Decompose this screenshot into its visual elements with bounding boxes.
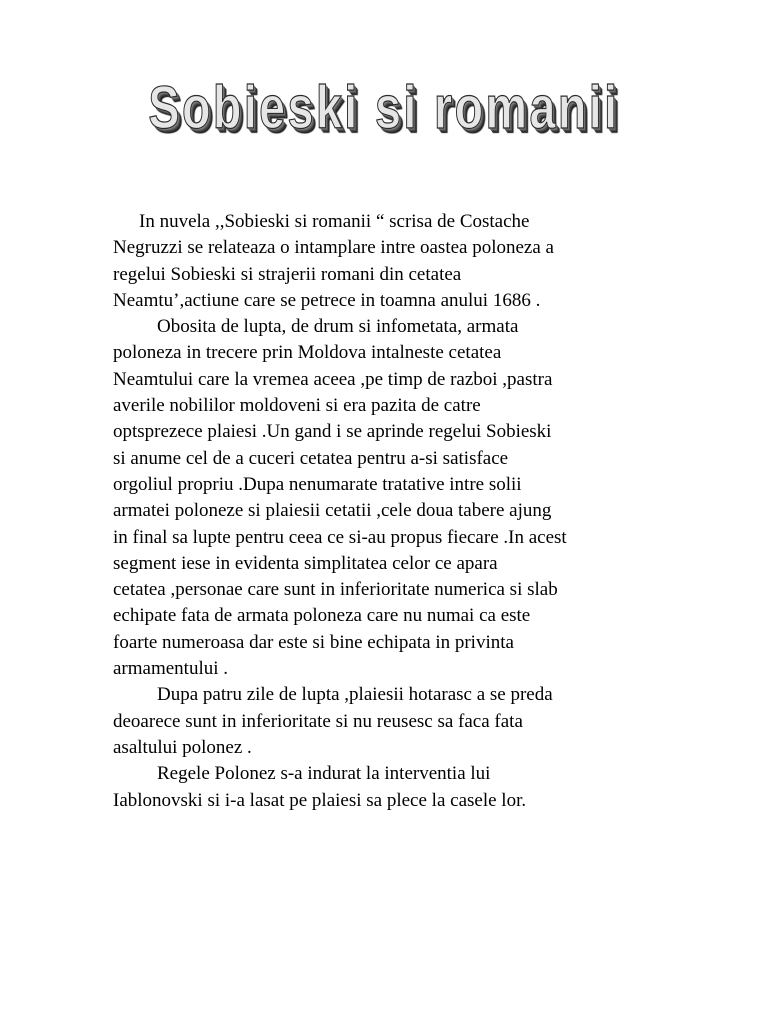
text-line: orgoliul propriu .Dupa nenumarate tratative intre solii xyxy=(113,473,522,495)
text-line: Dupa patru zile de lupta ,plaiesii hotarasc a se preda xyxy=(157,684,553,706)
text-line: Regele Polonez s-a indurat la interventia lui xyxy=(157,763,491,785)
text-line: si anume cel de a cuceri cetatea pentru a-si satisface xyxy=(113,447,509,469)
text-line: segment iese in evidenta simplitatea celor ce apara xyxy=(113,552,498,574)
paragraph-2 xyxy=(113,314,673,682)
text-line: asaltului polonez . xyxy=(113,736,252,758)
text-line: echipate fata de armata poloneza care nu numai ca este xyxy=(113,605,531,627)
text-line: in final sa lupte pentru ceea ce si-au propus fiecare .In acest xyxy=(113,526,567,548)
paragraph-4 xyxy=(113,761,673,814)
text-line: Negruzzi se relateaza o intamplare intre oastea poloneza a xyxy=(113,237,554,259)
text-line: foarte numeroasa dar este si bine echipata in privinta xyxy=(113,631,514,653)
text-line: averile nobililor moldoveni si era pazita de catre xyxy=(113,395,481,417)
title-container xyxy=(0,74,768,141)
text-line: Neamtu’,actiune care se petrece in toamna anului 1686 . xyxy=(113,289,541,311)
text-line: armatei poloneze si plaiesii cetatii ,cele doua tabere ajung xyxy=(113,500,552,522)
text-line: Neamtului care la vremea aceea ,pe timp de razboi ,pastra xyxy=(113,368,553,390)
text-line: Iablonovski si i-a lasat pe plaiesi sa plece la casele lor. xyxy=(113,789,527,811)
paragraph-3 xyxy=(113,682,673,761)
document-body xyxy=(113,209,673,814)
text-line: In nuvela ,,Sobieski si romanii “ scrisa de Costache xyxy=(139,211,530,232)
paragraph-1 xyxy=(113,209,673,314)
text-line: Obosita de lupta, de drum si infometata, armata xyxy=(157,316,519,338)
text-line: cetatea ,personae care sunt in inferioritate numerica si slab xyxy=(113,579,558,601)
text-line: armamentului . xyxy=(113,658,229,680)
text-line: regelui Sobieski si strajerii romani din cetatea xyxy=(113,263,462,285)
text-line: deoarece sunt in inferioritate si nu reusesc sa faca fata xyxy=(113,710,523,732)
text-line: optsprezece plaiesi .Un gand i se aprinde regelui Sobieski xyxy=(113,421,552,443)
document-title: Sobieski si romanii xyxy=(148,74,620,141)
text-line: poloneza in trecere prin Moldova intalneste cetatea xyxy=(113,342,502,364)
